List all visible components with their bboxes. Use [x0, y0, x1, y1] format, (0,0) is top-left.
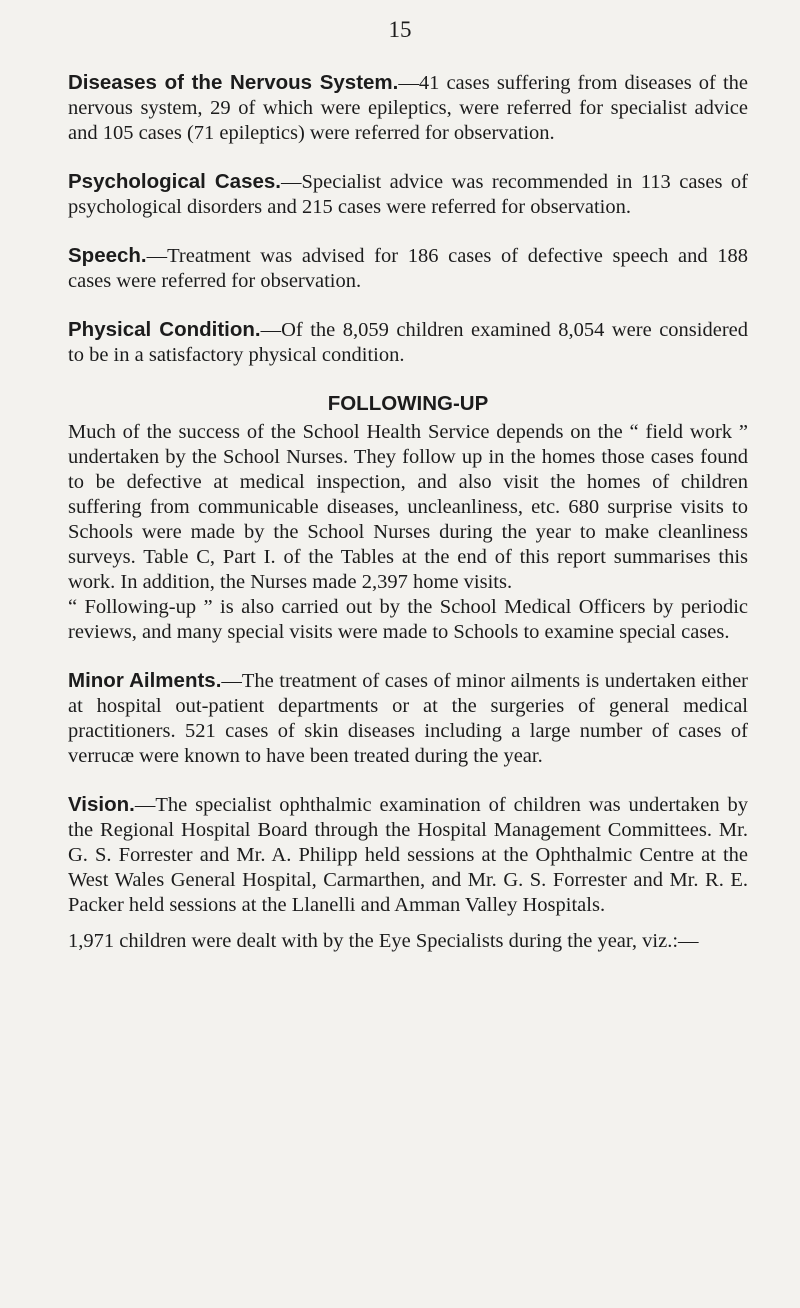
- paragraph-vision: [68, 792, 748, 918]
- section-title-following-up: FOLLOWING-UP: [327, 392, 489, 415]
- paragraph-following-up-medical-officers: “ Following-up ” is also carried out by the School Medical Officers by periodic reviews, and many special visits were made to Schools to examine special cases.: [68, 596, 748, 643]
- paragraph-text: —Treatment was advised for 186 cases of defective speech and 188 cases were referred for observation.: [68, 245, 748, 292]
- paragraph-psychological-cases: [68, 169, 748, 220]
- paragraph-heading: Physical Condition.: [68, 318, 261, 341]
- paragraph-text: —41 cases suffering from diseases of the nervous system, 29 of which were epileptics, were referred for specialist advice and 105 cases (71 epileptics) were referred for observation.: [68, 72, 748, 144]
- paragraph-heading: Vision.: [68, 793, 135, 816]
- paragraph-heading: Diseases of the Nervous System.: [68, 71, 399, 94]
- paragraph-text: —Specialist advice was recommended in 113 cases of psychological disorders and 215 cases were referred for observation.: [68, 171, 748, 218]
- page-content: [68, 70, 748, 954]
- paragraph-text: —The treatment of cases of minor ailments is undertaken either at hospital out-patient departments or at the surgeries of general medical practitioners. 521 cases of skin diseases including a large number of cases of verrucæ were known to have been treated during the year.: [68, 670, 749, 767]
- paragraph-heading: Speech.: [68, 244, 147, 267]
- paragraph-physical-condition: [68, 317, 748, 368]
- paragraph-minor-ailments: [68, 668, 748, 769]
- paragraph-heading: Minor Ailments.: [68, 669, 222, 692]
- paragraph-text: —The specialist ophthalmic examination of children was undertaken by the Regional Hospital Board through the Hospital Management Committees. Mr. G. S. Forrester and Mr. A. Philipp held sessions at the Ophthalmic Centre at the West Wales General Hospital, Carmarthen, and Mr. G. S. Forrester and Mr. R. E. Packer held sessions at the Llanelli and Amman Valley Hospitals.: [68, 794, 748, 916]
- paragraph-heading: Psychological Cases.: [68, 170, 281, 193]
- page-number: 15: [388, 17, 412, 42]
- paragraph-nervous-system: [68, 70, 748, 146]
- paragraph-following-up-field-work: Much of the success of the School Health Service depends on the “ field work ” undertaken by the School Nurses. They follow up in the homes those cases found to be defective at medical inspection, and also visit the homes of children suffering from communicable diseases, uncleanliness, etc. 680 surprise visits to Schools were made by the School Nurses during the year to make cleanliness surveys. Table C, Part I. of the Tables at the end of this report summarises this work. In addition, the Nurses made 2,397 home visits.: [68, 421, 748, 593]
- paragraph-text: —Of the 8,059 children examined 8,054 were considered to be in a satisfactory physical condition.: [68, 319, 748, 366]
- paragraph-speech: [68, 243, 748, 294]
- paragraph-eye-specialists: 1,971 children were dealt with by the Eye Specialists during the year, viz.:—: [68, 930, 699, 952]
